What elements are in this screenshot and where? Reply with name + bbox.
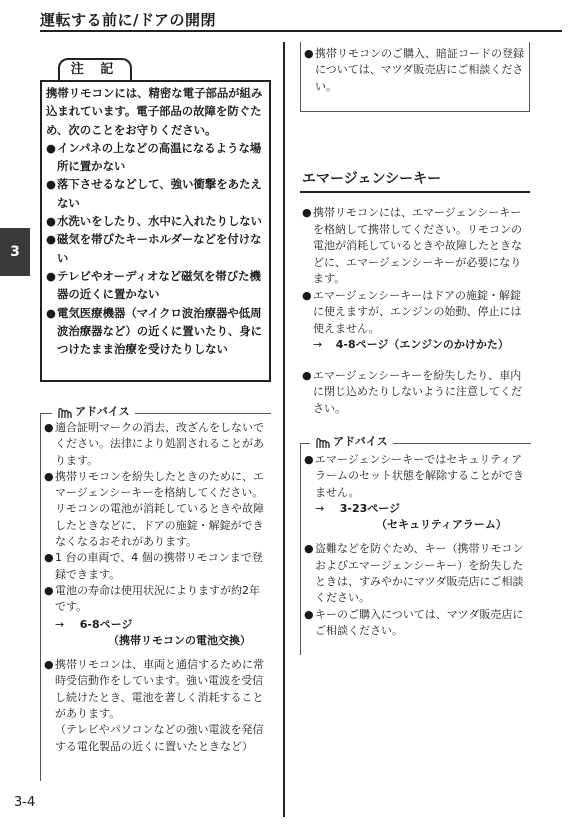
page-reference-title: （携帯リモコンの電池交換）: [108, 633, 251, 647]
bullet-icon: ●: [44, 583, 54, 597]
page-reference-title: （セキュリティアラーム）: [376, 518, 507, 532]
bullet-icon: ●: [304, 47, 314, 60]
caution-item: ● 落下させるなどして、強い衝撃をあたえない: [46, 177, 262, 210]
bullet-icon: ●: [44, 658, 54, 672]
hand-pointer-icon: [315, 436, 331, 449]
bullet-icon: ●: [302, 368, 312, 382]
caution-item: ● テレビやオーディオなど磁気を帯びた機器の近くに置かない: [46, 268, 261, 302]
chapter-tab: 3: [0, 228, 30, 276]
bullet-icon: ●: [302, 206, 312, 219]
section-rule: [300, 191, 530, 193]
bullet-icon: ●: [46, 177, 56, 192]
advice-item: ● エマージェンシーキーではセキュリティアラームのセット状態を解除することができません。: [304, 453, 524, 499]
advice-item: ● 携帯リモコンは、車両と通信するために常時受信動作をしています。強い電波を受信し続けたとき、電池を著しく消耗することがあります。: [44, 658, 264, 721]
bullet-icon: ●: [46, 140, 56, 155]
caution-item: ● 電気医療機器（マイクロ波治療器や低周波治療器など）の近くに置いたり、身につけたまま治療を受けたりしない: [46, 305, 263, 357]
advice-item: ● 1 台の車両で、4 個の携帯リモコンまで登録できます。: [44, 551, 263, 581]
section-heading: エマージェンシーキー: [302, 171, 442, 187]
advice-note: （テレビやパソコンなどの強い電波を発信する電化製品の近くに置いたときなど）: [55, 723, 264, 753]
bullet-icon: ●: [44, 469, 54, 483]
column-divider: [283, 42, 285, 817]
advice-item: ● 盗難などを防ぐため、キー（携帯リモコンおよびエマージェンシーキー）を紛失したときは、すみやかにマツダ販売店にご相談ください。: [304, 542, 524, 605]
caution-item: ● インパネの上などの高温になるような場所に置かない: [46, 140, 262, 174]
page-reference: → 4-8ページ（エンジンのかけかた）: [313, 338, 509, 351]
caution-label: 注 記: [58, 58, 132, 80]
emergency-paragraph: ● エマージェンシーキーを紛失したり、車内に閉じ込めたりしないように注意してください。: [302, 368, 522, 415]
caution-item: ● 水洗いをしたり、水中に入れたりしない: [46, 212, 268, 230]
bullet-icon: ●: [46, 305, 56, 320]
bullet-icon: ●: [46, 232, 56, 247]
bullet-icon: ●: [304, 607, 314, 621]
emergency-paragraph: ● 携帯リモコンには、エマージェンシーキーを格納して携帯してください。リモコンの電池が消耗しているときや故障したときなどに、エマージェンシーキーが必要になります。: [302, 206, 522, 285]
title-rule: [40, 30, 562, 32]
advice-label-right: アドバイス: [310, 435, 393, 449]
emergency-body: [302, 205, 530, 417]
advice-item: ● 適合証明マークの消去、改ざんをしないでください。法律により処罰されることがあります。: [44, 421, 264, 467]
page-reference: → 6-8ページ: [55, 617, 133, 631]
bullet-icon: ●: [46, 214, 56, 229]
bullet-icon: ●: [304, 453, 314, 466]
bullet-icon: ●: [44, 551, 54, 565]
advice-item: ● 携帯リモコンを紛失したときのために、エマージェンシーキーを格納してください。リモコンの電池が消耗しているときや故障したときなどに、ドアの施錠・解錠ができなくなるおそれがあります。: [44, 469, 264, 549]
bullet-icon: ●: [302, 288, 312, 302]
advice-label-left: アドバイス: [52, 405, 135, 419]
caution-item: ● 磁気を帯びたキーホルダーなどを付けない: [46, 232, 262, 265]
emergency-paragraph: ● エマージェンシーキーはドアの施錠・解錠に使えますが、エンジンの始動、停止には使えません。: [302, 288, 522, 335]
bullet-icon: ●: [44, 421, 54, 434]
caution-intro: 携帯リモコンには、精密な電子部品が組み込まれています。電子部品の故障を防ぐため、次のことをお守りください。: [46, 86, 263, 137]
hand-pointer-icon: [57, 406, 73, 419]
bullet-icon: ●: [304, 542, 314, 556]
caution-body: [46, 84, 268, 358]
advice-item: ● 電池の寿命は使用状況によりますが約2年です。: [44, 583, 260, 614]
note-body: ● 携帯リモコンのご購入、暗証コードの登録については、マツダ販売店にご相談ください。: [304, 47, 524, 93]
advice-left-body: [44, 420, 266, 755]
advice-right-body: [304, 452, 526, 639]
page-number: 3-4: [14, 795, 36, 810]
page-title: 運転する前に/ドアの開閉: [40, 11, 217, 29]
page-reference: → 3-23ページ: [315, 501, 401, 515]
advice-item: ● キーのご購入については、マツダ販売店にご相談ください。: [304, 607, 524, 637]
bullet-icon: ●: [46, 268, 56, 283]
